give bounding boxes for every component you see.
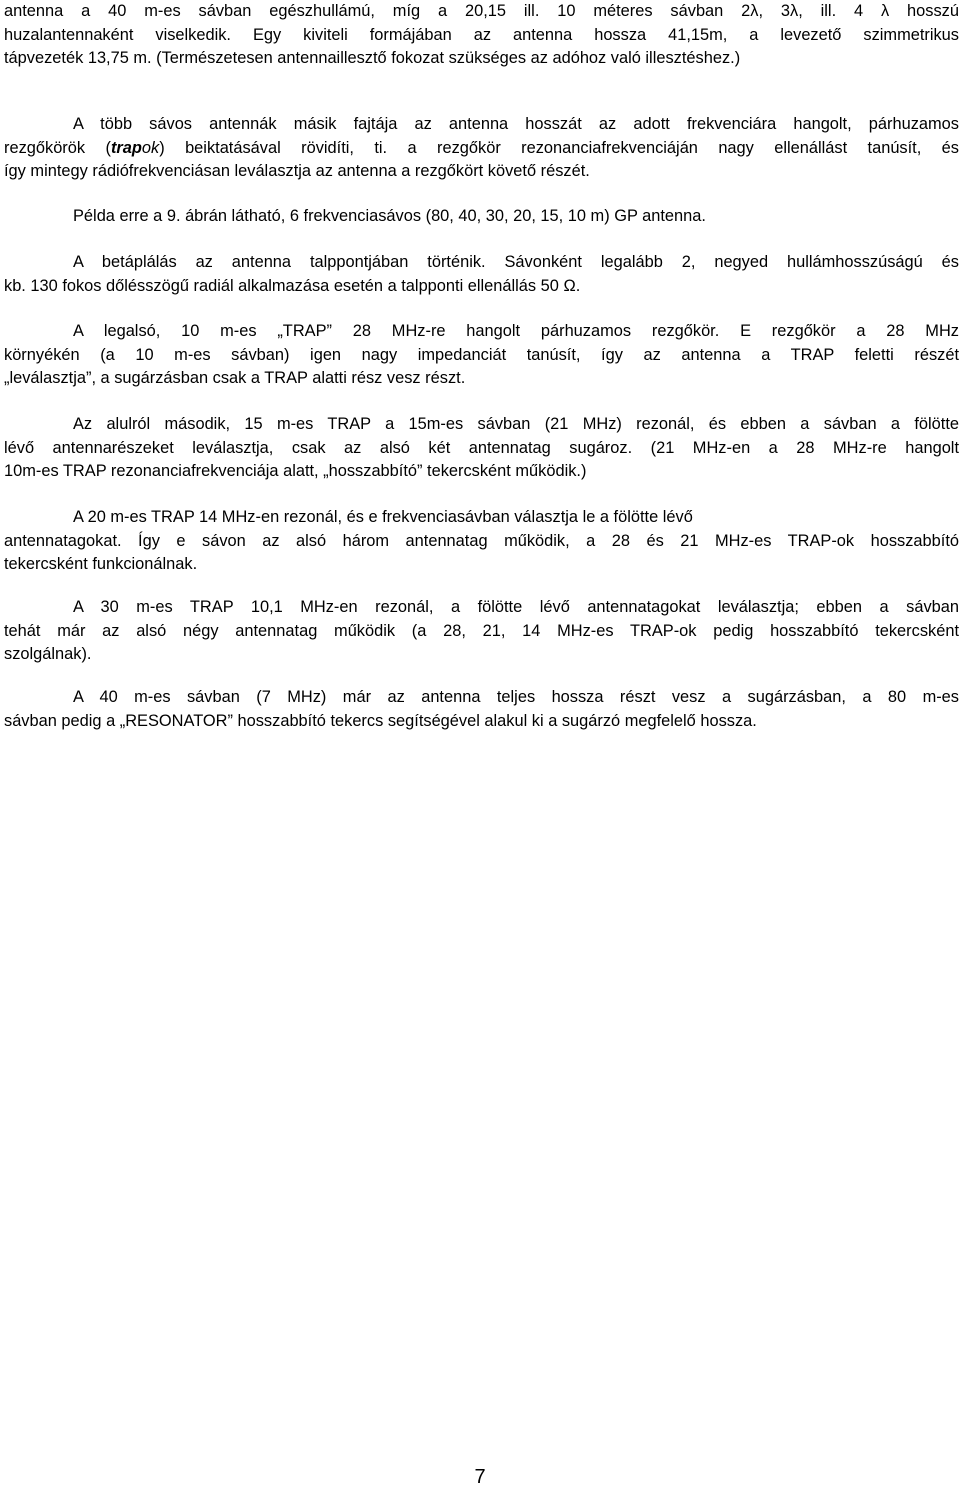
text-line: A 20 m-es TRAP 14 MHz-en rezonál, és e frekvenciasávban választja le a fölötte lévő [73, 508, 693, 526]
text-line: sávban pedig a „RESONATOR” hosszabbító tekercs segítségével alakul ki a sugárzó megfelelő hossza. [4, 711, 757, 730]
paragraph-3 [4, 205, 959, 229]
text-fragment: ) beiktatásával rövidíti, ti. a rezgőkör rezonanciafrekvenciáján nagy ellenállást tanúsít, és [159, 138, 959, 157]
text-line: lévő antennarészeket leválasztja, csak az alsó két antennatag sugároz. (21 MHz-en a 28 MHz-re hangolt [4, 438, 959, 457]
term-suffix: ok [141, 138, 160, 157]
text-fragment: rezgőkörök ( [4, 138, 111, 157]
text-line: Az alulról második, 15 m-es TRAP a 15m-es sávban (21 MHz) rezonál, és ebben a sávban a fölötte [73, 415, 959, 433]
text-line: A betáplálás az antenna talppontjában történik. Sávonként legalább 2, negyed hullámhosszúságú és [73, 253, 959, 271]
text-line: Példa erre a 9. ábrán látható, 6 frekvenciasávos (80, 40, 30, 20, 15, 10 m) GP antenna. [73, 207, 706, 225]
paragraph-8 [4, 596, 959, 667]
paragraph-1 [4, 0, 959, 71]
paragraph-4 [4, 251, 959, 298]
text-line: A több sávos antennák másik fajtája az antenna hosszát az adott frekvenciára hangolt, párhuzamos [73, 115, 959, 133]
text-line: tápvezeték 13,75 m. (Természetesen antennaillesztő fokozat szükséges az adóhoz való illesztéshez.) [4, 49, 741, 67]
text-line: A 40 m-es sávban (7 MHz) már az antenna teljes hossza részt vesz a sugárzásban, a 80 m-es [73, 688, 959, 706]
paragraph-6 [4, 413, 959, 484]
term-emphasis: trap [110, 138, 142, 157]
page-number: 7 [474, 1466, 486, 1488]
text-line: tekercsként funkcionálnak. [4, 555, 198, 573]
text-line: környékén (a 10 m-es sávban) igen nagy impedanciát tanúsít, így az antenna a TRAP feletti részét [4, 345, 959, 364]
text-line: kb. 130 fokos dőlésszögű radiál alkalmazása esetén a talpponti ellenállás 50 Ω. [4, 276, 581, 295]
text-line: antennatagokat. Így e sávon az alsó három antennatag működik, a 28 és 21 MHz-es TRAP-ok hosszabbító [4, 531, 959, 550]
text-line: 10m-es TRAP rezonanciafrekvenciája alatt, „hosszabbító” tekercsként működik.) [4, 462, 587, 480]
text-line: A legalsó, 10 m-es „TRAP” 28 MHz-re hangolt párhuzamos rezgőkör. E rezgőkör a 28 MHz [73, 322, 959, 340]
text-line: így mintegy rádiófrekvenciásan leválasztja az antenna a rezgőkört követő részét. [4, 162, 590, 180]
paragraph-5 [4, 320, 959, 391]
text-line: „leválasztja”, a sugárzásban csak a TRAP alatti rész vesz részt. [4, 369, 466, 387]
text-line: antenna a 40 m-es sávban egészhullámú, míg a 20,15 ill. 10 méteres sávban 2λ, 3λ, ill. 4 λ hosszú [4, 2, 959, 20]
text-line: huzalantennaként viselkedik. Egy kiviteli formájában az antenna hossza 41,15m, a levezető szimmetrikus [4, 25, 959, 44]
text-line [4, 137, 959, 161]
paragraph-7 [4, 506, 959, 577]
text-line: tehát már az alsó négy antennatag működik (a 28, 21, 14 MHz-es TRAP-ok pedig hosszabbító tekercsként [4, 621, 959, 640]
paragraph-2 [4, 113, 959, 184]
text-line: szolgálnak). [4, 645, 92, 663]
text-line: A 30 m-es TRAP 10,1 MHz-en rezonál, a fölötte lévő antennatagokat leválasztja; ebben a sávban [73, 598, 959, 616]
paragraph-9 [4, 686, 959, 733]
